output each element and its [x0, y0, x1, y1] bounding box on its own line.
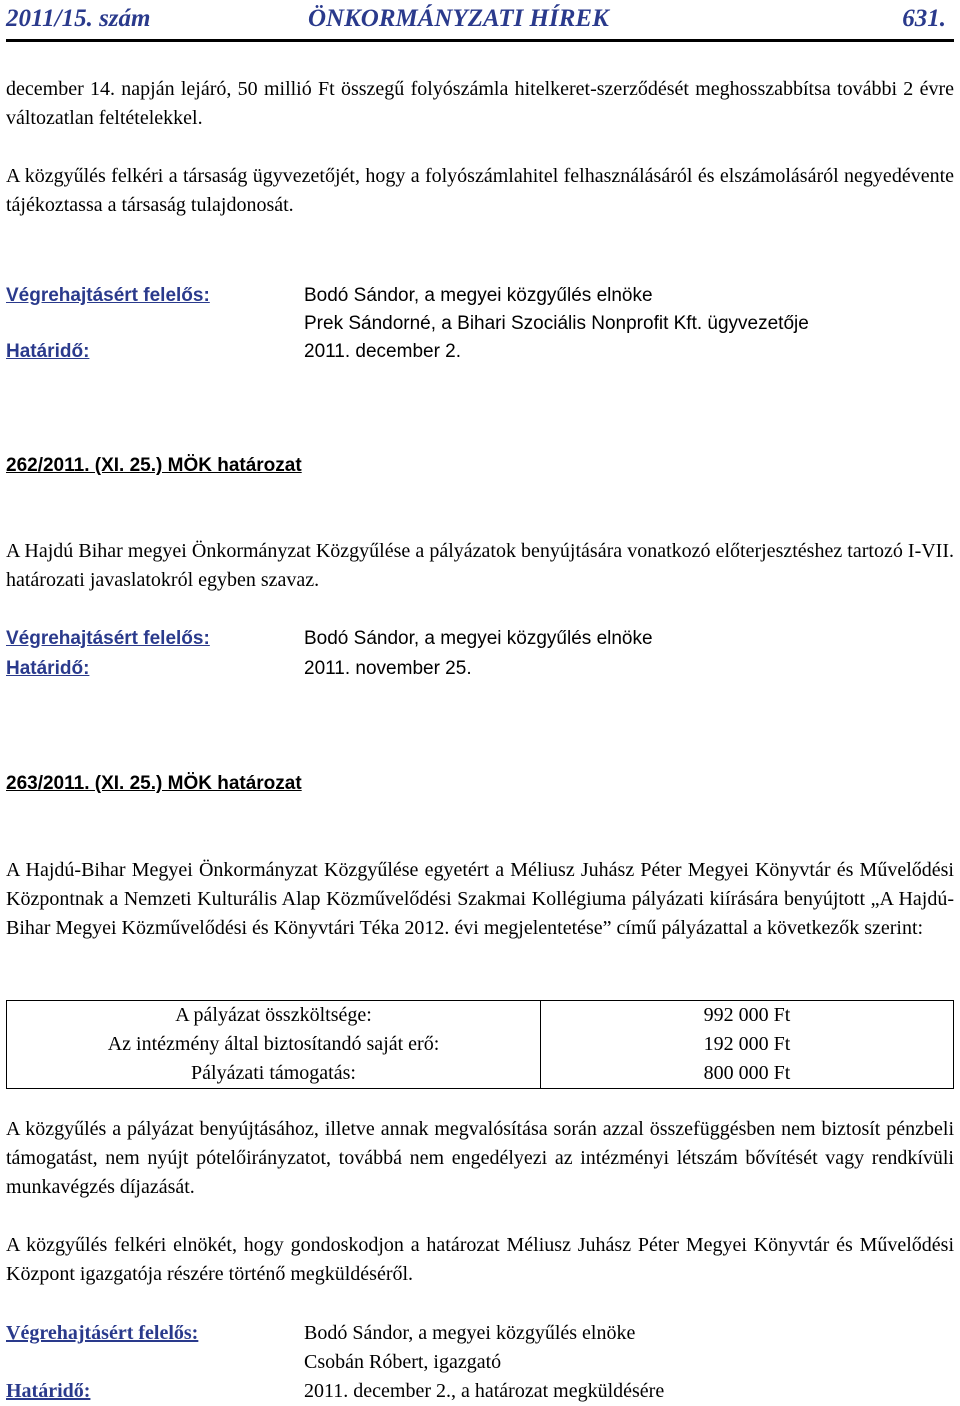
- budget-value-own-contribution: 192 000 Ft: [703, 1033, 791, 1055]
- resolution-262-title: 262/2011. (XI. 25.) MÖK határozat: [6, 455, 302, 476]
- deadline-value: 2011. december 2.: [304, 341, 462, 362]
- intro-paragraph-2: A közgyűlés felkéri a társaság ügyvezetőjét, hogy a folyószámlahitel felhasználásáról és elszámolásáról negyedévente tájékoztassa a társaság tulajdonosát.: [6, 165, 954, 216]
- budget-value-total: 992 000 Ft: [703, 1004, 791, 1026]
- intro-paragraph-1: december 14. napján lejáró, 50 millió Ft összegű folyószámla hitelkeret-szerződését meghosszabbítsa további 2 évre változatlan feltételekkel.: [6, 78, 954, 129]
- page-header: [6, 2, 954, 42]
- budget-table-row: [7, 1001, 954, 1089]
- resolution-263-text-1: A Hajdú-Bihar Megyei Önkormányzat Közgyűlése egyetért a Méliusz Juhász Péter Megyei Könyvtár és Művelődési Központnak a Nemzeti Kulturális Alap Közművelődési Szakmai Kollégiuma pályázati kiírására benyújtott „A Hajdú-Bihar Megyei Közművelődési és Könyvtári Téka 2012. évi megjelentetése” című pályázattal a következők szerint:: [6, 859, 954, 939]
- deadline-label: Határidő:: [6, 1380, 91, 1402]
- deadline-value: 2011. december 2., a határozat megküldésére: [304, 1380, 665, 1402]
- responsible-person: Bodó Sándor, a megyei közgyűlés elnöke: [304, 628, 653, 649]
- resolution-263-text-3: A közgyűlés felkéri elnökét, hogy gondoskodjon a határozat Méliusz Juhász Péter Megyei Könyvtár és Művelődési Központ igazgatója részére történő megküldéséről.: [6, 1234, 954, 1285]
- issue-number: 2011/15. szám: [6, 5, 151, 32]
- responsible-label: Végrehajtásért felelős:: [6, 285, 210, 306]
- budget-labels-cell: [7, 1001, 541, 1089]
- responsible-person: Prek Sándorné, a Bihari Szociális Nonprofit Kft. ügyvezetője: [304, 313, 809, 334]
- resolution-263-text-2: A közgyűlés a pályázat benyújtásához, illetve annak megvalósítása során azzal összefüggésben nem biztosít pénzbeli támogatást, nem nyújt pótelőirányzatot, továbbá nem engedélyezi az intézményi létszám bővítését vagy rendkívüli munkavégzés díjazását.: [6, 1118, 954, 1198]
- deadline-label: Határidő:: [6, 658, 90, 679]
- budget-label-grant: Pályázati támogatás:: [191, 1062, 356, 1084]
- responsible-person: Bodó Sándor, a megyei közgyűlés elnöke: [304, 285, 653, 306]
- resolution-263-title: 263/2011. (XI. 25.) MÖK határozat: [6, 773, 302, 794]
- deadline-label: Határidő:: [6, 341, 90, 362]
- budget-label-total: A pályázat összköltsége:: [175, 1004, 372, 1026]
- budget-values-cell: [541, 1001, 954, 1089]
- budget-label-own-contribution: Az intézmény által biztosítandó saját erő:: [107, 1033, 440, 1055]
- budget-table: [6, 1000, 954, 1089]
- responsible-person: Csobán Róbert, igazgató: [304, 1351, 502, 1373]
- publication-title: ÖNKORMÁNYZATI HÍREK: [308, 5, 609, 32]
- budget-value-grant: 800 000 Ft: [703, 1062, 791, 1084]
- responsible-label: Végrehajtásért felelős:: [6, 628, 210, 649]
- responsible-label: Végrehajtásért felelős:: [6, 1322, 199, 1344]
- page-number: 631.: [902, 5, 946, 32]
- deadline-value: 2011. november 25.: [304, 658, 472, 679]
- responsible-person: Bodó Sándor, a megyei közgyűlés elnöke: [304, 1322, 636, 1344]
- resolution-262-text: A Hajdú Bihar megyei Önkormányzat Közgyűlése a pályázatok benyújtására vonatkozó előterjesztéshez tartozó I-VII. határozati javaslatokról egyben szavaz.: [6, 540, 954, 591]
